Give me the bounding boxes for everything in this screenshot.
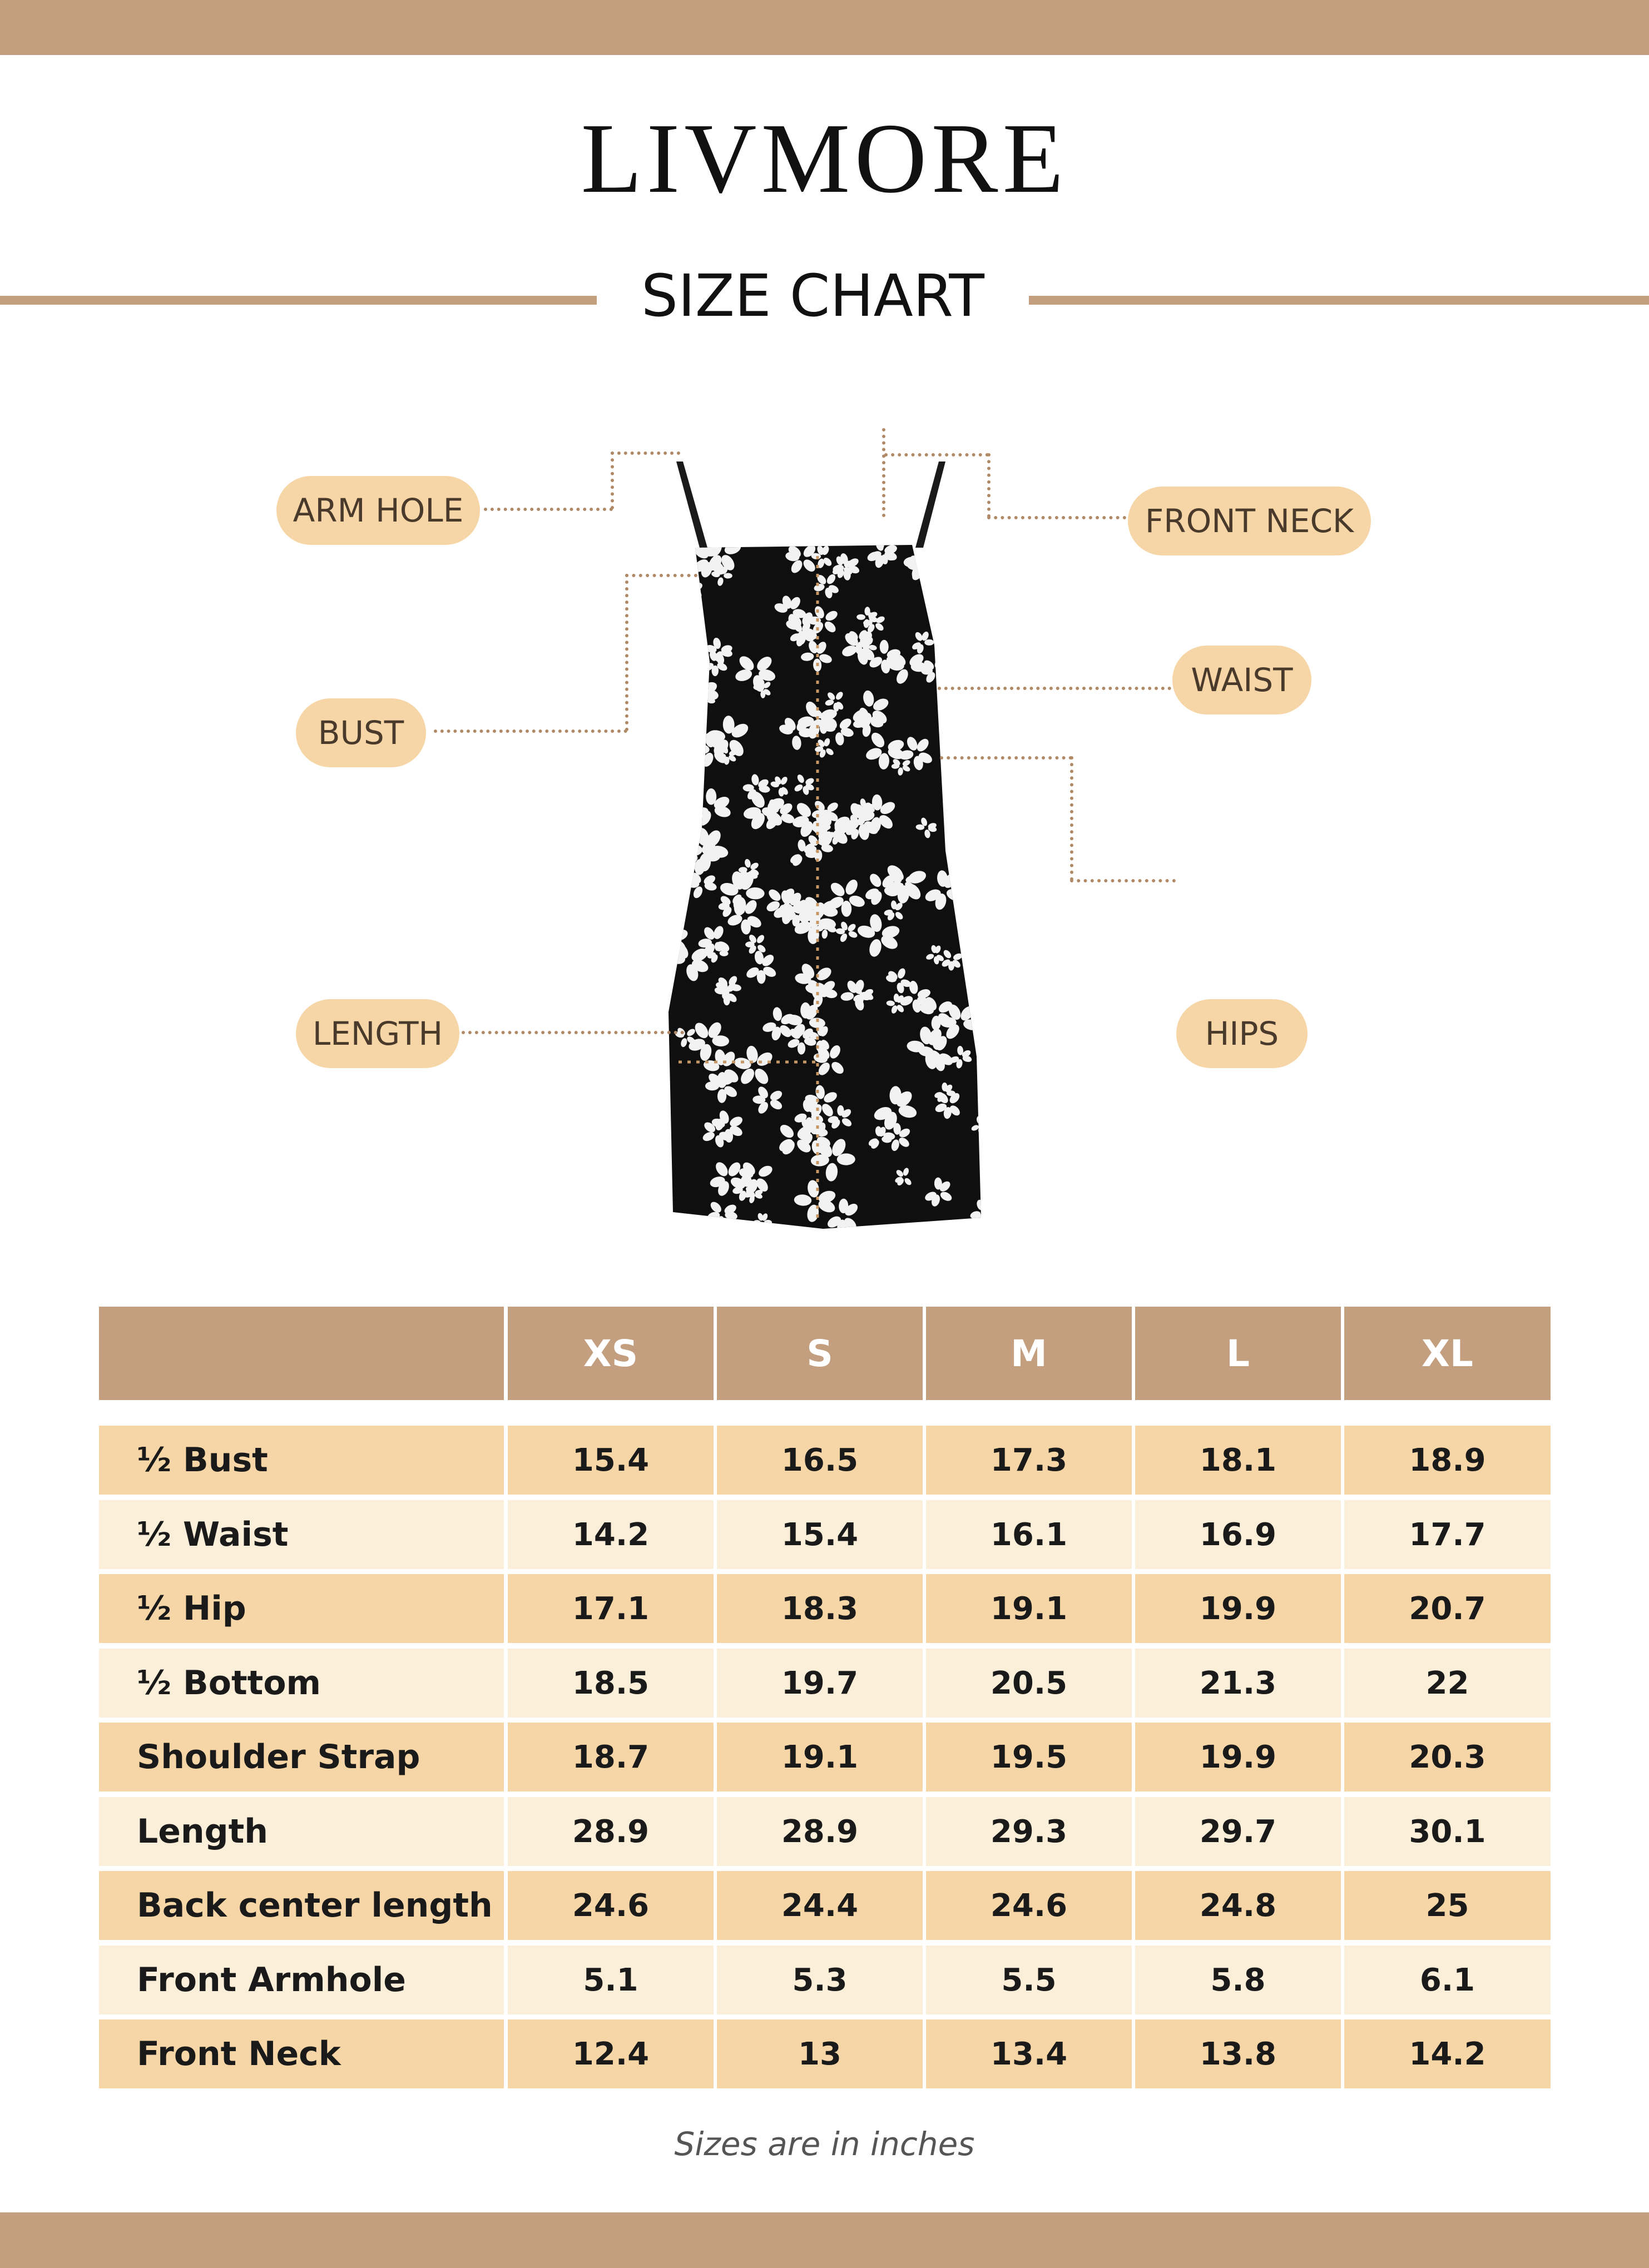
table-cell: 16.5	[717, 1426, 923, 1495]
table-cell: 18.7	[508, 1723, 714, 1791]
table-cell: 5.5	[926, 1946, 1132, 2014]
table-cell: 29.7	[1135, 1797, 1341, 1866]
label-front-neck: FRONT NECK	[1128, 487, 1371, 555]
table-cell: 24.6	[926, 1871, 1132, 1940]
table-cell: 5.8	[1135, 1946, 1341, 2014]
bust-leader-t	[625, 574, 697, 577]
label-length: LENGTH	[296, 999, 459, 1068]
frontneck-leader-top	[882, 428, 885, 517]
floral-slip-dress-icon	[656, 428, 1001, 1234]
armhole-leader-t	[611, 451, 680, 455]
flower-print	[970, 731, 992, 753]
flower-print	[682, 637, 705, 659]
header-blank-cell	[99, 1307, 504, 1400]
table-cell: 5.3	[717, 1946, 923, 2014]
title-rule-left	[0, 296, 597, 305]
table-cell: 29.3	[926, 1797, 1132, 1866]
table-cell: 28.9	[508, 1797, 714, 1866]
table-cell: 15.4	[717, 1500, 923, 1569]
row-label: Back center length	[99, 1871, 504, 1940]
table-cell: 18.1	[1135, 1426, 1341, 1495]
table-cell: 15.4	[508, 1426, 714, 1495]
armhole-leader	[484, 508, 613, 511]
table-cell: 20.7	[1344, 1574, 1551, 1643]
label-waist: WAIST	[1172, 646, 1311, 714]
flower-print	[962, 608, 994, 636]
flower-print	[674, 576, 704, 604]
table-cell: 5.1	[508, 1946, 714, 2014]
table-cell: 20.5	[926, 1649, 1132, 1718]
flower-print	[969, 885, 998, 914]
table-cell: 19.9	[1135, 1574, 1341, 1643]
header-size-s: S	[717, 1307, 923, 1400]
table-cell: 17.7	[1344, 1500, 1551, 1569]
brand-logo: LIVMORE	[581, 103, 1068, 214]
table-cell: 30.1	[1344, 1797, 1551, 1866]
header-size-xl: XL	[1344, 1307, 1551, 1400]
label-bust: BUST	[296, 698, 426, 767]
measurement-diagram	[0, 400, 1649, 1223]
flower-print	[932, 561, 949, 581]
title-rule-right	[1029, 296, 1649, 305]
flower-print	[679, 688, 702, 712]
table-cell: 19.1	[926, 1574, 1132, 1643]
units-note: Sizes are in inches	[674, 2125, 975, 2163]
flower-print	[663, 809, 700, 845]
row-label: ½ Waist	[99, 1500, 504, 1569]
table-cell: 25	[1344, 1871, 1551, 1940]
hips-leader-v	[1070, 756, 1073, 881]
row-label: ½ Bust	[99, 1426, 504, 1495]
hips-leader	[1070, 879, 1176, 882]
table-cell: 17.1	[508, 1574, 714, 1643]
table-cell: 21.3	[1135, 1649, 1341, 1718]
armhole-leader-v	[611, 451, 614, 509]
flower-print	[960, 538, 988, 565]
table-cell: 14.2	[508, 1500, 714, 1569]
hips-leader-t	[940, 756, 1072, 760]
bottom-band	[0, 2212, 1649, 2268]
table-cell: 22	[1344, 1649, 1551, 1718]
bust-leader-v	[625, 574, 628, 731]
table-cell: 17.3	[926, 1426, 1132, 1495]
top-band	[0, 0, 1649, 55]
frontneck-leader	[987, 516, 1126, 519]
header-size-xs: XS	[508, 1307, 714, 1400]
flower-print	[953, 735, 994, 777]
row-label: Length	[99, 1797, 504, 1866]
table-cell: 13.8	[1135, 2019, 1341, 2088]
flower-print	[656, 637, 695, 673]
flower-print	[658, 765, 693, 799]
table-cell: 16.9	[1135, 1500, 1341, 1569]
table-cell: 13	[717, 2019, 923, 2088]
bust-leader	[434, 729, 627, 733]
flower-print	[679, 650, 700, 670]
table-cell: 18.5	[508, 1649, 714, 1718]
row-label: Front Armhole	[99, 1946, 504, 2014]
table-cell: 13.4	[926, 2019, 1132, 2088]
flower-print	[668, 782, 696, 815]
label-arm-hole: ARM HOLE	[276, 476, 480, 545]
table-cell: 16.1	[926, 1500, 1132, 1569]
flower-print	[669, 708, 701, 740]
waist-leader	[938, 687, 1171, 690]
table-cell: 19.9	[1135, 1723, 1341, 1791]
flower-print	[934, 563, 972, 599]
row-label: Front Neck	[99, 2019, 504, 2088]
row-label: ½ Bottom	[99, 1649, 504, 1718]
frontneck-leader-v	[987, 453, 991, 518]
table-cell: 24.8	[1135, 1871, 1341, 1940]
table-cell: 28.9	[717, 1797, 923, 1866]
header-size-m: M	[926, 1307, 1132, 1400]
table-cell: 18.9	[1344, 1426, 1551, 1495]
table-cell: 24.4	[717, 1871, 923, 1940]
flower-print	[963, 638, 998, 673]
table-cell: 19.1	[717, 1723, 923, 1791]
table-cell: 18.3	[717, 1574, 923, 1643]
flower-print	[680, 612, 704, 636]
table-cell: 19.7	[717, 1649, 923, 1718]
frontneck-leader-t	[884, 453, 989, 456]
table-cell: 12.4	[508, 2019, 714, 2088]
table-cell: 6.1	[1344, 1946, 1551, 2014]
table-cell: 14.2	[1344, 2019, 1551, 2088]
label-hips: HIPS	[1176, 999, 1308, 1068]
row-label: ½ Hip	[99, 1574, 504, 1643]
flower-print	[953, 537, 984, 568]
table-cell: 24.6	[508, 1871, 714, 1940]
table-cell: 20.3	[1344, 1723, 1551, 1791]
flower-print	[656, 679, 699, 723]
row-label: Shoulder Strap	[99, 1723, 504, 1791]
flower-print	[670, 773, 695, 801]
flower-print	[656, 742, 692, 777]
header-size-l: L	[1135, 1307, 1341, 1400]
length-leader	[462, 1031, 684, 1034]
table-cell: 19.5	[926, 1723, 1132, 1791]
page-title: SIZE CHART	[641, 262, 984, 330]
flower-print	[954, 830, 1001, 876]
